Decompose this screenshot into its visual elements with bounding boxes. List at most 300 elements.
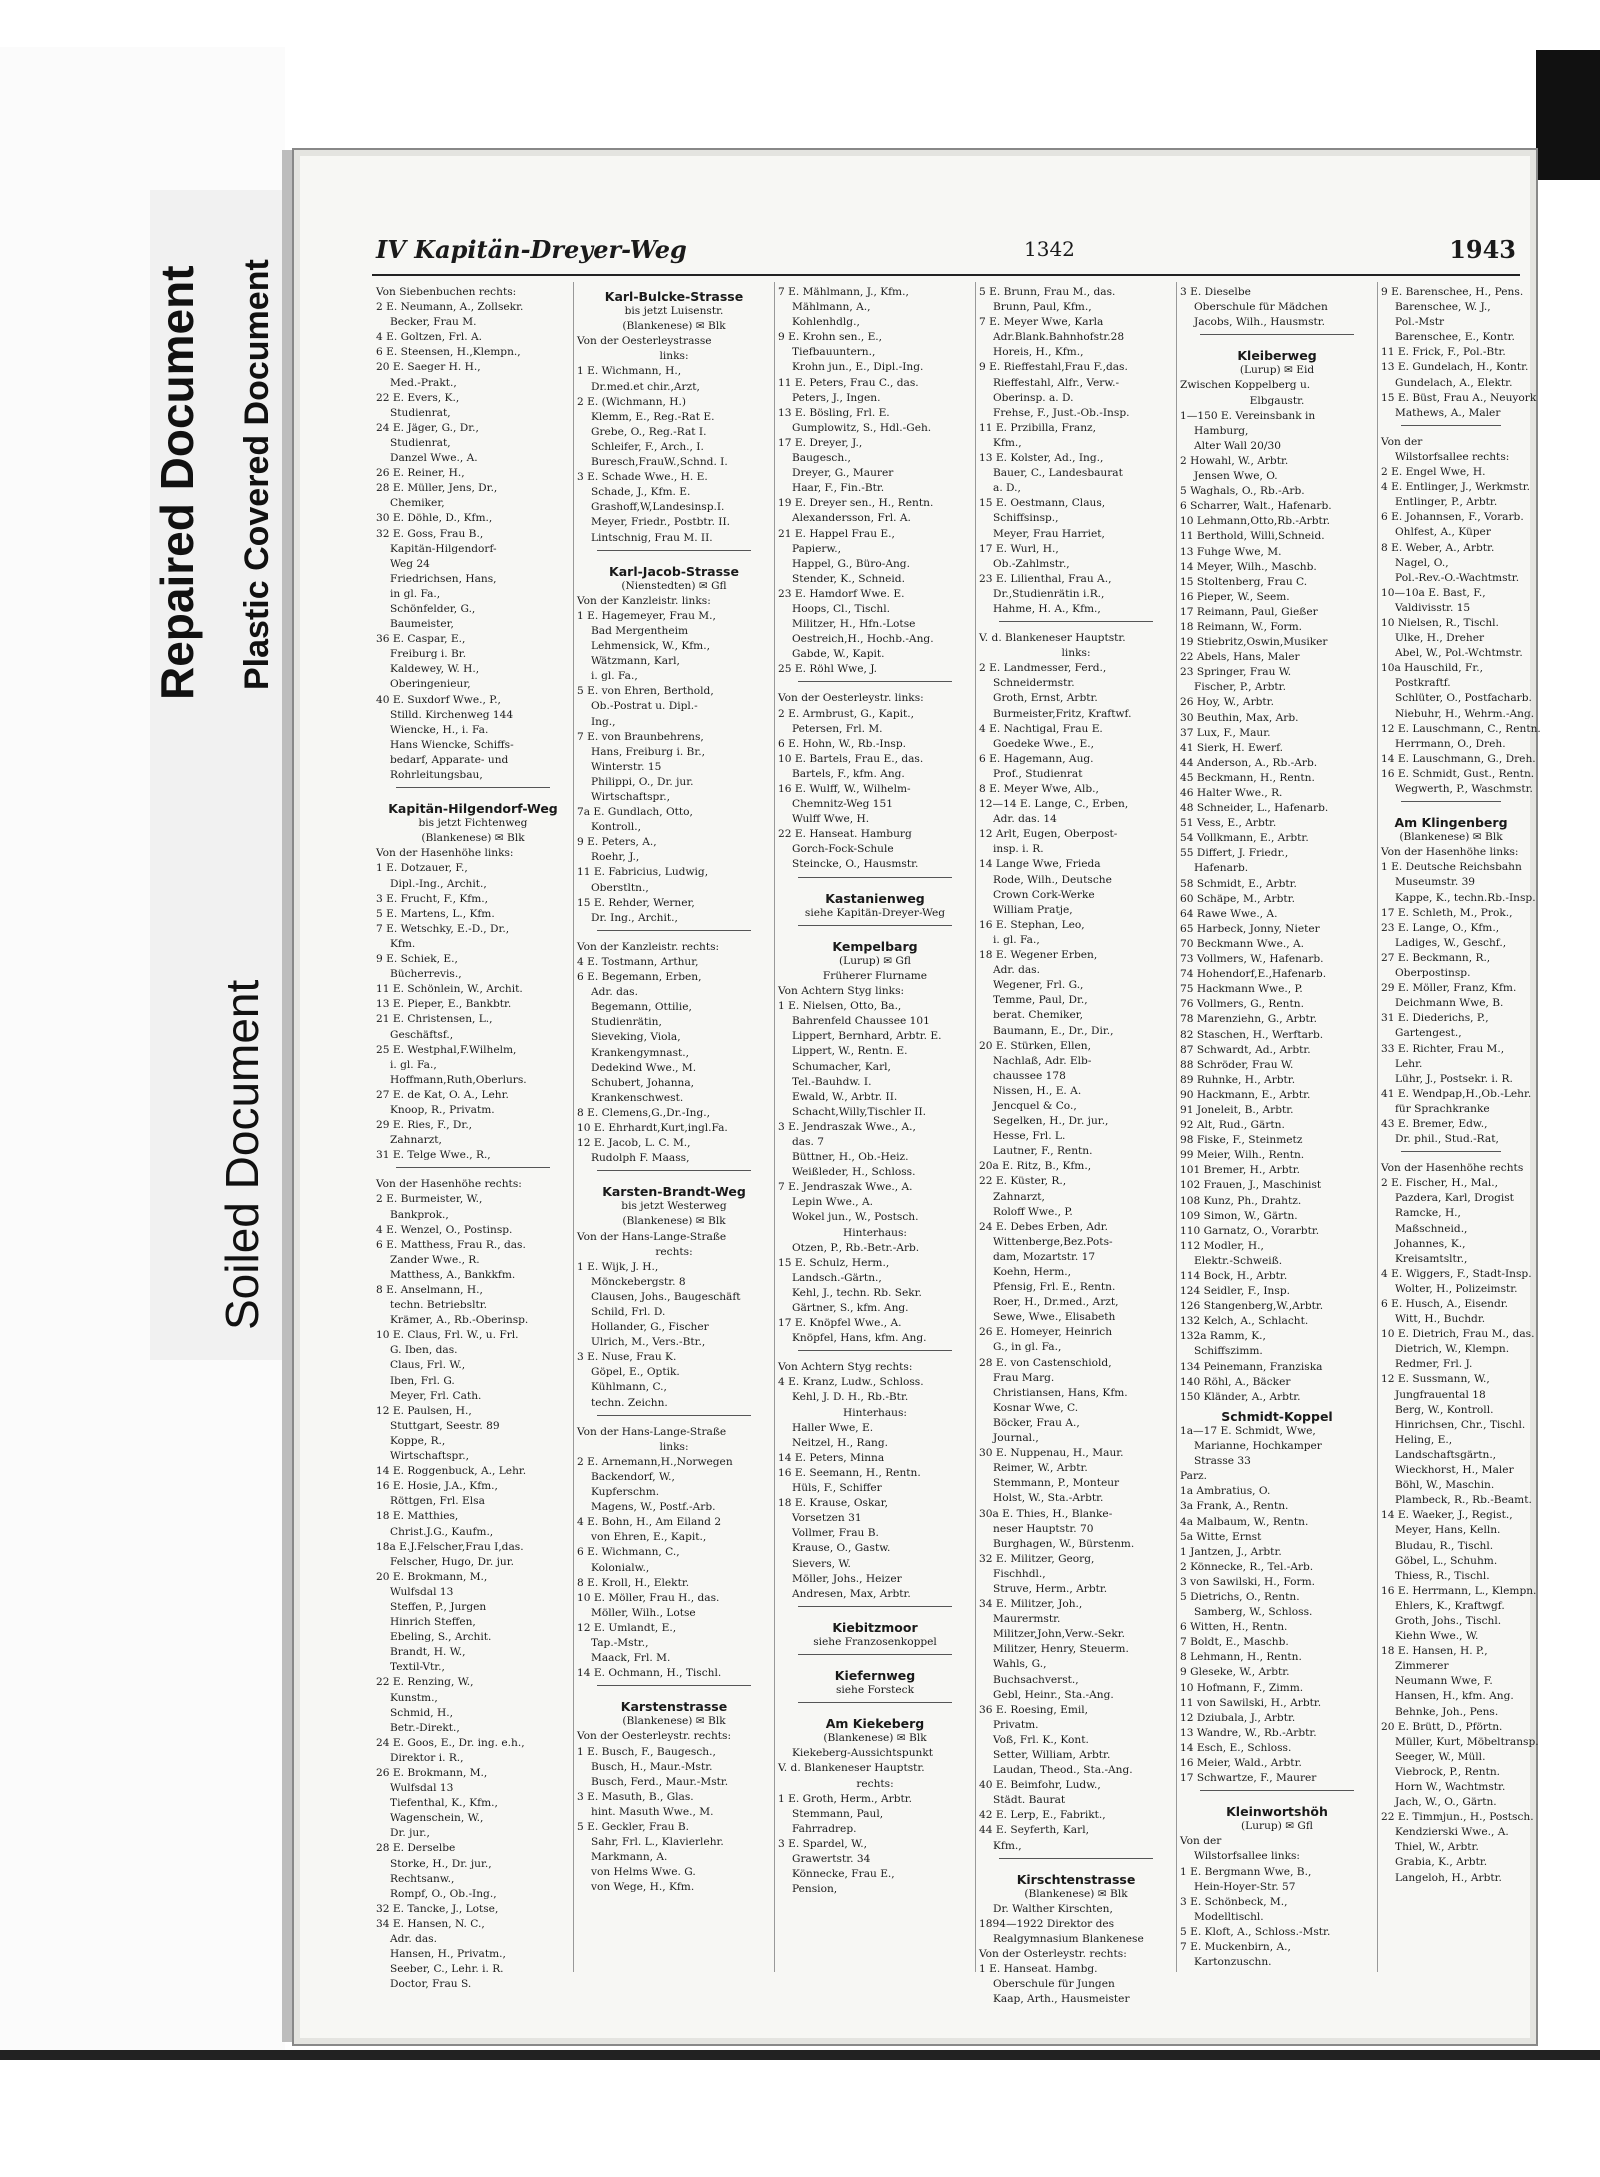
directory-entry: Stemmann, Paul, — [792, 1807, 884, 1820]
directory-entry: Rompf, O., Ob.-Ing., — [390, 1887, 497, 1900]
directory-entry: 34 E. Hansen, N. C., — [376, 1917, 485, 1930]
directory-entry: Nachlaß, Adr. Elb- — [993, 1054, 1092, 1067]
directory-entry: Deichmann Wwe, B. — [1395, 997, 1504, 1010]
directory-entry: Zahnarzt, — [993, 1190, 1045, 1203]
directory-entry: Kreisamtsltr., — [1395, 1252, 1468, 1265]
directory-entry: 5 E. Geckler, Frau B. — [577, 1821, 690, 1833]
directory-entry: 92 Alt, Rud., Gärtn. — [1180, 1119, 1285, 1132]
directory-entry: 34 E. Militzer, Joh., — [979, 1598, 1083, 1611]
directory-entry: 10 E. Möller, Frau H., das. — [577, 1591, 720, 1604]
directory-entry: Matthess, A., Bankkfm. — [390, 1268, 516, 1281]
directory-entry: Frau Marg. — [993, 1371, 1055, 1384]
directory-entry: 28 E. Müller, Jens, Dr., — [376, 482, 498, 495]
directory-entry: 18a E.J.Felscher,Frau I,das. — [376, 1540, 524, 1553]
directory-entry: 30 Beuthin, Max, Arb. — [1180, 711, 1299, 724]
directory-entry: Ramcke, H., — [1395, 1207, 1461, 1220]
directory-entry: 18 E. Hansen, H. P., — [1381, 1645, 1488, 1658]
directory-entry: 36 E. Roesing, Emil, — [979, 1703, 1089, 1716]
directory-entry: 12—14 E. Lange, C., Erben, — [979, 798, 1129, 811]
directory-entry: 101 Bremer, H., Arbtr. — [1180, 1164, 1301, 1177]
directory-entry: Postkraftf. — [1395, 677, 1451, 690]
directory-entry: Busch, H., Maur.-Mstr. — [591, 1760, 713, 1773]
directory-entry: 60 Schäpe, M., Arbtr. — [1180, 892, 1295, 905]
directory-entry: 25 E. Röhl Wwe, J. — [778, 663, 878, 676]
column-divider — [573, 282, 574, 1972]
directory-entry: Burghagen, W., Bürstenm. — [993, 1537, 1135, 1550]
directory-entry: 98 Fiske, F., Steinmetz — [1180, 1134, 1303, 1147]
directory-entry: Samberg, W., Schloss. — [1194, 1606, 1313, 1619]
street-heading: Am Kiekeberg — [825, 1716, 925, 1732]
directory-entry: Otzen, P., Rb.-Betr.-Arb. — [792, 1241, 920, 1254]
directory-entry: Gundelach, A., Elektr. — [1395, 376, 1513, 389]
directory-entry: Maßschneid., — [1395, 1222, 1468, 1235]
directory-entry: 1a Ambratius, O. — [1180, 1485, 1271, 1498]
directory-entry: Zimmerer — [1395, 1660, 1449, 1673]
directory-entry: Wilstorfsallee links: — [1194, 1850, 1300, 1863]
directory-entry: 18 Reimann, W., Form. — [1180, 620, 1302, 633]
directory-entry: Lepin Wwe., A. — [792, 1196, 874, 1209]
directory-entry: Laudan, Theod., Sta.-Ang. — [993, 1764, 1133, 1777]
directory-entry: i. gl. Fa., — [390, 1058, 437, 1071]
directory-entry: Med.-Prakt., — [390, 376, 457, 389]
directory-entry: Roloff Wwe., P. — [993, 1205, 1073, 1218]
directory-entry: 6 E. Matthess, Frau R., das. — [376, 1238, 526, 1251]
section-divider — [1401, 425, 1501, 435]
directory-entry: Groth, Ernst, Arbtr. — [993, 692, 1098, 705]
directory-entry: Viebrock, P., Rentn. — [1395, 1765, 1501, 1778]
directory-entry: 8 E. Clemens,G.,Dr.-Ing., — [577, 1106, 710, 1119]
directory-entry: Bankprok., — [390, 1208, 449, 1221]
street-heading: Schmidt-Koppel — [1221, 1408, 1333, 1424]
directory-entry: Nagel, O., — [1395, 556, 1449, 569]
directory-entry: 40 E. Suxdorf Wwe., P., — [376, 693, 501, 706]
directory-entry: Oberschule für Jungen — [993, 1978, 1115, 1991]
directory-entry: 37 Lux, F., Maur. — [1180, 726, 1271, 739]
street-heading: Kiefernweg — [834, 1667, 916, 1683]
directory-entry: Crown Cork-Werke — [993, 888, 1095, 901]
directory-entry: Möller, Wilh., Lotse — [591, 1606, 696, 1619]
directory-entry: Setter, William, Arbtr. — [993, 1749, 1111, 1761]
directory-entry: Schmid, H., — [390, 1706, 453, 1719]
section-divider — [1401, 1151, 1501, 1161]
directory-entry: Pol.-Rev.-O.-Wachtmstr. — [1395, 571, 1520, 584]
directory-entry: Winterstr. 15 — [591, 760, 662, 773]
directory-entry: Kohlenhdlg., — [792, 316, 860, 329]
directory-entry: Kiehn Wwe., W. — [1395, 1630, 1479, 1643]
directory-entry: 9 Gleseke, W., Arbtr. — [1180, 1666, 1290, 1679]
scanner-edge-mark — [1536, 50, 1600, 180]
directory-entry: 11 E. Schönlein, W., Archit. — [376, 983, 523, 996]
directory-entry: Schade, J., Kfm. E. — [591, 486, 691, 499]
directory-entry: 4 E. Kranz, Ludw., Schloss. — [778, 1376, 924, 1389]
directory-entry: 26 E. Homeyer, Heinrich — [979, 1326, 1113, 1339]
directory-entry: 6 E. Hagemann, Aug. — [979, 752, 1094, 765]
directory-entry: 58 Schmidt, E., Arbtr. — [1180, 877, 1297, 890]
street-heading: Karl-Jacob-Strasse — [609, 563, 739, 579]
directory-entry: 11 Berthold, Willi,Schneid. — [1180, 530, 1325, 543]
directory-entry: 23 E. Lange, O., Kfm., — [1381, 921, 1500, 934]
directory-entry: 27 E. Beckmann, R., — [1381, 951, 1491, 964]
directory-entry: Hafenarb. — [1194, 862, 1249, 875]
directory-entry: Jach, W., O., Gärtn. — [1395, 1796, 1497, 1809]
directory-entry: 44 Anderson, A., Rb.-Arb. — [1180, 756, 1318, 769]
header-page-number: 1342 — [1024, 237, 1075, 261]
directory-entry: 2 E. Burmeister, W., — [376, 1193, 483, 1206]
directory-entry: 110 Garnatz, O., Vorarbtr. — [1180, 1224, 1320, 1237]
directory-entry: 2 Könnecke, R., Tel.-Arb. — [1180, 1560, 1314, 1573]
directory-entry: Mönckebergstr. 8 — [591, 1275, 686, 1288]
directory-entry: Modelltischl. — [1194, 1910, 1264, 1923]
directory-entry: Kfm., — [993, 436, 1022, 449]
directory-entry: Göbel, L., Schuhm. — [1395, 1554, 1498, 1567]
directory-entry: Friedrichsen, Hans, — [390, 572, 497, 585]
directory-entry: 13 E. Kolster, Ad., Ing., — [979, 452, 1104, 465]
street-subheading: siehe Kapitän-Dreyer-Weg — [804, 906, 946, 919]
directory-entry: 10 Nielsen, R., Tischl. — [1381, 616, 1499, 629]
directory-entry: 6 E. Johannsen, F., Vorarb. — [1381, 511, 1524, 524]
directory-entry: Lehmensick, W., Kfm., — [591, 640, 710, 653]
directory-entry: 1894—1922 Direktor des — [979, 1917, 1115, 1930]
directory-entry: Danzel Wwe., A. — [390, 452, 478, 465]
street-heading: Karl-Bulcke-Strasse — [604, 289, 744, 304]
directory-entry: Dr. Ing., Archit., — [591, 911, 678, 924]
directory-entry: Ulrich, M., Vers.-Btr., — [591, 1336, 706, 1349]
directory-entry: Ob.-Postrat u. Dipl.- — [591, 700, 698, 713]
directory-entry: 22 Abels, Hans, Maler — [1180, 651, 1300, 664]
directory-entry: Oestreich,H., Hochb.-Ang. — [792, 633, 934, 646]
directory-entry: Wirtschaftspr., — [591, 791, 670, 803]
directory-entry: i. gl. Fa., — [591, 670, 638, 683]
directory-entry: Koehn, Herm., — [993, 1266, 1072, 1278]
directory-entry: 10a Hauschild, Fr., — [1381, 662, 1484, 675]
directory-entry: 44 E. Seyferth, Karl, — [979, 1824, 1089, 1837]
directory-entry: Dietrich, W., Klempn. — [1395, 1343, 1510, 1356]
directory-entry: Wilstorfsallee rechts: — [1395, 450, 1510, 463]
directory-entry: Geschäftsf., — [390, 1028, 454, 1041]
directory-entry: Möller, Johs., Heizer — [792, 1572, 902, 1585]
section-divider — [798, 1350, 952, 1360]
directory-entry: 78 Marenziehn, G., Arbtr. — [1180, 1013, 1317, 1026]
directory-entry: Kfm., — [993, 1839, 1022, 1852]
directory-entry: Röttgen, Frl. Elsa — [390, 1495, 485, 1508]
directory-entry: Hansen, H., kfm. Ang. — [1395, 1690, 1514, 1703]
directory-entry: Museumstr. 39 — [1395, 876, 1476, 889]
directory-entry: Kosnar Wwe, C. — [993, 1401, 1079, 1414]
stamp-plastic-covered-document: Plastic Covered Document — [238, 259, 276, 690]
section-divider — [798, 1702, 952, 1712]
directory-entry: 3 E. Frucht, F., Kfm., — [376, 892, 488, 905]
directory-entry: 13 Fuhge Wwe, M. — [1180, 545, 1282, 558]
directory-entry: 41 Sierk, H. Ewerf. — [1180, 741, 1283, 754]
directory-entry: Frehse, F., Just.-Ob.-Insp. — [993, 406, 1130, 419]
directory-entry: 90 Hackmann, E., Arbtr. — [1180, 1088, 1311, 1101]
directory-entry: Alexandersson, Frl. A. — [792, 512, 911, 525]
directory-entry: 4 E. Entlinger, J., Werkmstr. — [1381, 481, 1530, 494]
directory-entry: Bartels, F., kfm. Ang. — [792, 767, 905, 780]
directory-entry: 88 Schröder, Frau W. — [1180, 1058, 1294, 1071]
directory-entry: 25 E. Westphal,F.Wilhelm, — [376, 1043, 517, 1056]
directory-entry: 87 Schwardt, Ad., Arbtr. — [1180, 1043, 1311, 1056]
directory-entry: Schlüter, O., Postfacharb. — [1395, 692, 1532, 705]
directory-entry: 42 E. Lerp, E., Fabrikt., — [979, 1809, 1106, 1822]
directory-entry: 1 E. Wijk, J. H., — [577, 1260, 659, 1273]
directory-entry: Kapitän-Hilgendorf- — [390, 542, 497, 555]
directory-entry: 22 E. Renzing, W., — [376, 1676, 474, 1689]
stamp-repaired-document: Repaired Document — [151, 265, 203, 700]
directory-entry: 6 E. Steensen, H.,Klempn., — [376, 346, 521, 359]
directory-entry: 3 von Sawilski, H., Form. — [1180, 1575, 1316, 1588]
section-divider — [999, 621, 1153, 631]
directory-entry: Jensen Wwe, O. — [1194, 470, 1278, 483]
directory-entry: 15 E. Rehder, Werner, — [577, 896, 695, 909]
directory-entry: Dr.,Studienrätin i.R., — [993, 587, 1105, 600]
directory-entry: 10 Lehmann,Otto,Rb.-Arbtr. — [1180, 515, 1331, 528]
directory-entry: 16 Meier, Wald., Arbtr. — [1180, 1757, 1302, 1769]
directory-entry: Magens, W., Postf.-Arb. — [591, 1501, 716, 1514]
directory-entry: 109 Simon, W., Gärtn. — [1180, 1209, 1298, 1222]
directory-entry: 3 E. Nuse, Frau K. — [577, 1351, 677, 1364]
directory-entry: Kupferschm. — [591, 1486, 660, 1499]
directory-entry: Langeloh, H., Arbtr. — [1395, 1871, 1502, 1884]
street-heading: Kirschtenstrasse — [1016, 1871, 1136, 1887]
directory-entry: Grashoff,W,Landesinsp.I. — [591, 501, 725, 514]
directory-entry: Mathews, A., Maler — [1395, 406, 1501, 419]
directory-entry: Felscher, Hugo, Dr. jur. — [390, 1555, 514, 1568]
directory-entry: Segelken, H., Dr. jur., — [993, 1115, 1109, 1128]
directory-entry: 12 Arlt, Eugen, Oberpost- — [979, 828, 1118, 841]
directory-entry: Iben, Frl. G. — [390, 1374, 455, 1387]
directory-entry: 1a—17 E. Schmidt, Wwe, — [1180, 1424, 1316, 1437]
directory-entry: Stemmann, P., Monteur — [993, 1477, 1120, 1490]
header-rule — [372, 274, 1520, 276]
directory-entry: Wegwerth, P., Waschmstr. — [1395, 783, 1533, 795]
directory-entry: 3 E. Spardel, W., — [778, 1837, 867, 1850]
directory-entry: 3 E. Schade Wwe., H. E. — [577, 471, 708, 484]
directory-entry: Reimer, W., Arbtr. — [993, 1462, 1088, 1475]
directory-entry: Ebeling, S., Archit. — [390, 1631, 492, 1644]
directory-entry: 36 E. Caspar, E., — [376, 633, 466, 646]
directory-entry: 14 E. Ochmann, H., Tischl. — [577, 1667, 722, 1680]
directory-entry: Alter Wall 20/30 — [1194, 439, 1281, 452]
directory-entry: Von der Oesterleystr. rechts: — [577, 1730, 732, 1743]
section-divider — [798, 877, 952, 887]
directory-entry: Militzer, H., Hfn.-Lotse — [792, 618, 916, 631]
directory-entry: Hinrichsen, Chr., Tischl. — [1395, 1418, 1526, 1431]
directory-entry: William Pratje, — [993, 903, 1073, 916]
directory-entry: 76 Vollmers, G., Rentn. — [1180, 998, 1304, 1011]
directory-entry: Heling, E., — [1395, 1433, 1453, 1446]
street-heading: Kleiberweg — [1237, 348, 1317, 364]
directory-entry: Böhl, W., Maschin. — [1395, 1479, 1495, 1492]
directory-entry: 20 E. Saeger H. H., — [376, 361, 481, 374]
directory-entry: Jacobs, Wilh., Hausmstr. — [1194, 316, 1326, 329]
directory-entry: 10 E. Bartels, Frau E., das. — [778, 752, 924, 765]
directory-entry: Markmann, A. — [591, 1851, 668, 1864]
directory-entry: Redmer, Frl. J. — [1395, 1358, 1473, 1371]
directory-entry: Adr. das. — [591, 986, 638, 999]
directory-entry: Barenschee, W. J., — [1395, 301, 1491, 314]
section-divider — [798, 681, 952, 691]
directory-entry: Bahrenfeld Chaussee 101 — [792, 1015, 930, 1028]
directory-entry: Militzer, Henry, Steuerm. — [993, 1643, 1129, 1656]
directory-entry: Philippi, O., Dr. jur. — [591, 775, 694, 788]
directory-entry: Von der Oesterleystrasse — [577, 335, 712, 348]
directory-entry: Seeger, W., Müll. — [1395, 1750, 1486, 1763]
directory-entry: Baumeister, — [390, 618, 454, 631]
directory-entry: Doctor, Frau S. — [390, 1978, 472, 1991]
directory-entry: Landsch.-Gärtn., — [792, 1271, 882, 1284]
directory-entry: Adr. das. — [993, 964, 1040, 977]
directory-entry: Brunn, Paul, Kfm., — [993, 301, 1092, 314]
directory-entry: 9 E. Peters, A., — [577, 836, 657, 849]
directory-entry: Steincke, O., Hausmstr. — [792, 858, 919, 871]
directory-entry: 6 E. Husch, A., Eisendr. — [1381, 1298, 1509, 1310]
directory-entry: 20 E. Brokmann, M., — [376, 1570, 488, 1583]
directory-entry: 24 E. Jäger, G., Dr., — [376, 421, 479, 434]
directory-entry: 17 E. Dreyer, J., — [778, 436, 863, 449]
directory-entry: Von Siebenbuchen rechts: — [376, 286, 517, 298]
directory-entry: Zander Wwe., R. — [390, 1253, 480, 1266]
directory-entry: Wagenschein, W., — [390, 1812, 484, 1825]
header-year: 1943 — [1449, 235, 1516, 264]
directory-entry: 2 E. Armbrust, G., Kapit., — [778, 707, 915, 720]
directory-entry: Fischer, P., Arbtr. — [1194, 681, 1286, 694]
directory-entry: Weißleder, H., Schloss. — [792, 1166, 916, 1179]
directory-entry: Pol.-Mstr — [1395, 316, 1445, 329]
directory-entry: 16 E. Schmidt, Gust., Rentn. — [1381, 767, 1535, 780]
directory-entry: Horeis, H., Kfm., — [993, 346, 1084, 359]
directory-entry: Storke, H., Dr. jur., — [390, 1857, 492, 1870]
directory-entry: Krohn jun., E., Dipl.-Ing. — [792, 361, 924, 374]
directory-entry: 11 E. Przibilla, Franz, — [979, 421, 1096, 434]
street-heading: Karsten-Brandt-Weg — [602, 1184, 746, 1200]
directory-entry: 10 Hofmann, F., Zimm. — [1180, 1681, 1304, 1694]
directory-entry: 23 E. Lilienthal, Frau A., — [979, 572, 1112, 585]
directory-entry: 134 Peinemann, Franziska — [1180, 1360, 1323, 1373]
directory-entry: 1 E. Busch, F., Baugesch., — [577, 1745, 716, 1758]
directory-entry: Textil-Vtr., — [390, 1661, 445, 1674]
directory-entry: 1 E. Deutsche Reichsbahn — [1381, 861, 1522, 874]
street-subheading: bis jetzt Luisenstr. — [624, 305, 724, 318]
directory-entry: 150 Kländer, A., Arbtr. — [1180, 1390, 1301, 1403]
directory-entry: 12 E. Lauschmann, C., Rentn. — [1381, 722, 1541, 735]
directory-entry: Adr. das. — [390, 1933, 437, 1946]
page-edge — [282, 150, 292, 2042]
directory-entry: 65 Harbeck, Jonny, Nieter — [1180, 922, 1320, 935]
directory-entry: Ewald, W., Arbtr. II. — [792, 1090, 898, 1103]
directory-entry: 5 E. von Ehren, Berthold, — [577, 685, 714, 698]
column-divider — [975, 282, 976, 1972]
directory-entry: Oberingenieur, — [390, 678, 471, 691]
directory-entry: hint. Masuth Wwe., M. — [591, 1805, 714, 1818]
street-heading: Kiebitzmoor — [832, 1619, 918, 1635]
directory-entry: 41 E. Wendpap,H.,Ob.-Lehr. — [1381, 1087, 1532, 1100]
directory-entry: Hans, Freiburg i. Br., — [591, 745, 705, 758]
directory-entry: Von der Hasenhöhe rechts — [1381, 1162, 1524, 1175]
directory-entry: Strasse 33 — [1194, 1455, 1251, 1468]
directory-entry: Kontroll., — [591, 821, 642, 834]
directory-entry: Abel, W., Pol.-Wchtmstr. — [1395, 647, 1523, 660]
directory-entry: 30 E. Döhle, D., Kfm., — [376, 512, 493, 525]
directory-entry: 2 Howahl, W., Arbtr. — [1180, 454, 1289, 467]
directory-entry: 1 E. Hanseat. Hambg. — [979, 1963, 1098, 1976]
directory-entry: Fahrradrep. — [792, 1822, 857, 1835]
section-divider — [597, 1685, 751, 1695]
directory-entry: Bludau, R., Tischl. — [1395, 1539, 1494, 1552]
street-subheading: (Blankenese) ✉ Blk — [1399, 831, 1503, 844]
directory-entry: a. D., — [993, 482, 1021, 495]
directory-entry: Ladiges, W., Geschf., — [1395, 936, 1507, 949]
directory-entry: 4 E. Wiggers, F., Stadt-Insp. — [1381, 1267, 1532, 1280]
directory-entry: von Ehren, E., Kapit., — [591, 1531, 707, 1544]
directory-entry: 22 E. Evers, K., — [376, 391, 460, 404]
directory-entry: Papierw., — [792, 542, 842, 555]
directory-entry: 2 E. Engel Wwe, H. — [1381, 466, 1486, 479]
directory-entry: Kühlmann, C., — [591, 1381, 667, 1394]
directory-entry: Militzer,John,Verw.-Sekr. — [993, 1628, 1126, 1641]
directory-entry: Hein-Hoyer-Str. 57 — [1194, 1880, 1296, 1893]
directory-entry: Witt, H., Buchdr. — [1395, 1313, 1486, 1326]
directory-entry: 46 Halter Wwe., R. — [1180, 787, 1283, 799]
directory-entry: Happel, G., Büro-Ang. — [792, 557, 910, 570]
directory-entry: V. d. Blankeneser Hauptstr. — [979, 632, 1126, 645]
directory-entry: Hinrich Steffen, — [390, 1616, 476, 1629]
directory-entry: 70 Beckmann Wwe., A. — [1180, 937, 1304, 950]
directory-entry: 5 Waghals, O., Rb.-Arb. — [1180, 485, 1305, 498]
directory-entry: Baugesch., — [792, 452, 851, 465]
section-divider — [396, 1167, 550, 1177]
stamp-soiled-document: Soiled Document — [216, 979, 268, 1330]
directory-entry: 9 E. Rieffestahl,Frau F.,das. — [979, 361, 1128, 374]
directory-entry: 10 E. Claus, Frl. W., u. Frl. — [376, 1329, 519, 1342]
directory-entry: 7a E. Gundlach, Otto, — [577, 806, 693, 819]
directory-entry: 6 Witten, H., Rentn. — [1180, 1621, 1288, 1634]
directory-entry: Roehr, J., — [591, 851, 640, 864]
directory-entry: Göpel, E., Optik. — [591, 1366, 680, 1379]
section-divider — [1401, 801, 1501, 811]
directory-entry: 30 E. Nuppenau, H., Maur. — [979, 1447, 1124, 1460]
directory-entry: 29 E. Ries, F., Dr., — [376, 1119, 473, 1132]
directory-entry: Von der Hasenhöhe links: — [1381, 846, 1519, 859]
directory-entry: 8 E. Kroll, H., Elektr. — [577, 1576, 690, 1589]
directory-entry: Schacht,Willy,Tischler II. — [792, 1105, 926, 1118]
directory-entry: 31 E. Diederichs, P., — [1381, 1012, 1489, 1025]
directory-entry: Gorch-Fock-Schule — [792, 843, 894, 856]
directory-entry: für Sprachkranke — [1395, 1102, 1490, 1115]
directory-entry: 5 E. Kloft, A., Schloss.-Mstr. — [1180, 1925, 1331, 1938]
directory-entry: 11 von Sawilski, H., Arbtr. — [1180, 1696, 1322, 1709]
directory-entry: 3 E. Schönbeck, M., — [1180, 1895, 1288, 1908]
directory-entry: V. d. Blankeneser Hauptstr. — [778, 1762, 925, 1775]
directory-entry: Rudolph F. Maass, — [591, 1152, 690, 1165]
directory-entry: 20 E. Brütt, D., Pförtn. — [1381, 1720, 1503, 1733]
column-2 — [577, 285, 771, 1975]
directory-entry: Koppe, R., — [390, 1434, 446, 1447]
directory-entry: 114 Bock, H., Arbtr. — [1180, 1270, 1288, 1282]
directory-entry: 74 Hohendorf,E.,Hafenarb. — [1180, 968, 1327, 981]
directory-entry: Temme, Paul, Dr., — [993, 994, 1088, 1007]
directory-entry: Tiefbauuntern., — [792, 346, 876, 359]
directory-entry: 89 Ruhnke, H., Arbtr. — [1180, 1073, 1296, 1086]
directory-entry: Zwischen Koppelberg u. — [1180, 379, 1311, 392]
directory-entry: 54 Vollkmann, E., Arbtr. — [1180, 832, 1309, 845]
directory-entry: dam, Mozartstr. 17 — [993, 1250, 1096, 1263]
section-divider — [597, 550, 751, 560]
directory-entry: 18 E. Wegener Erben, — [979, 949, 1098, 962]
directory-entry: Wegener, Frl. G., — [993, 979, 1084, 992]
directory-entry: Marianne, Hochkamper — [1194, 1440, 1322, 1453]
directory-entry: Ehlers, K., Kraftwgf. — [1395, 1599, 1505, 1612]
